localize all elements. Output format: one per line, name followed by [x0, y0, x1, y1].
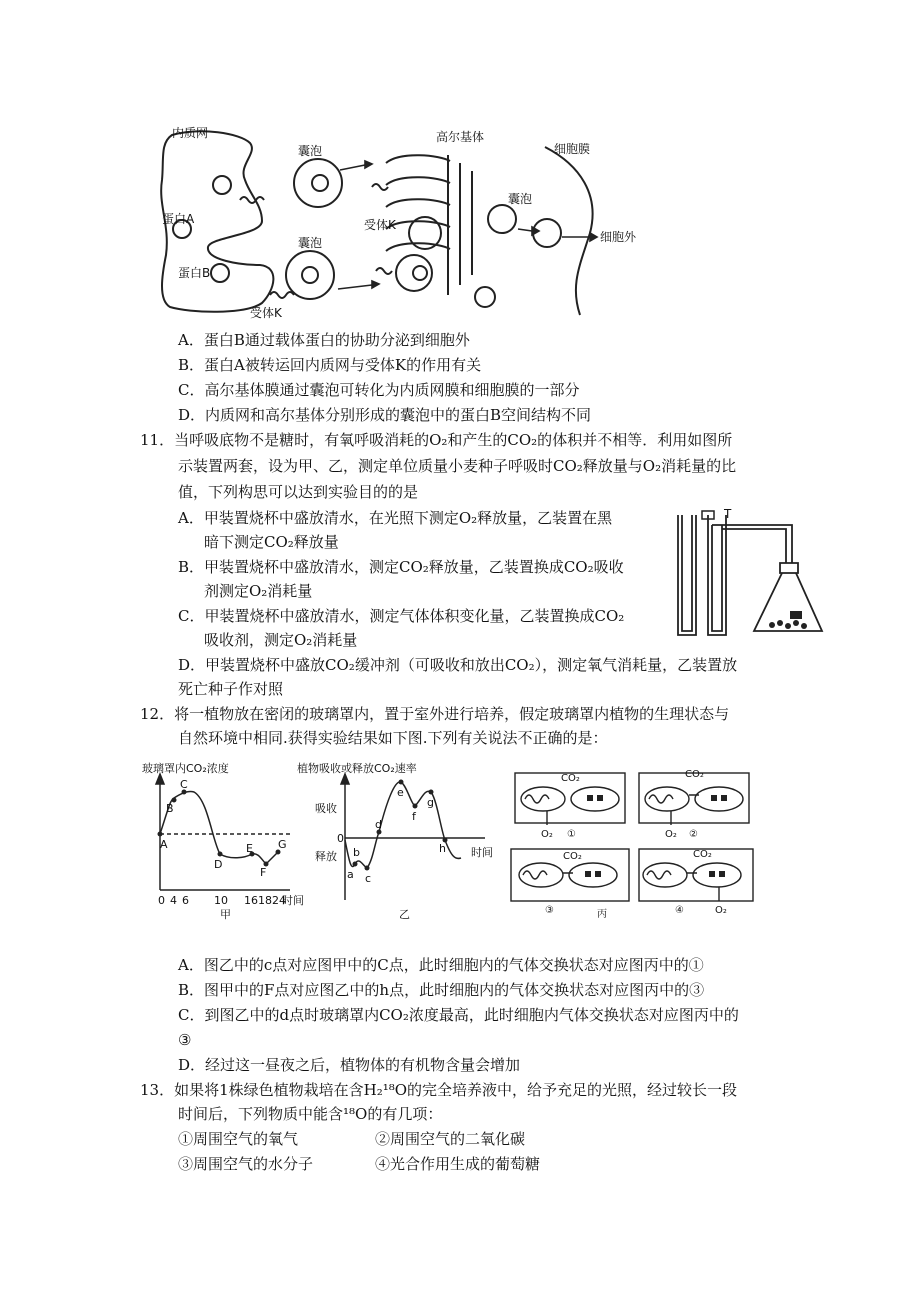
q10-option-a: A．蛋白B通过载体蛋白的协助分泌到细胞外 — [178, 331, 470, 349]
q13-item-3: ③周围空气的水分子 — [178, 1155, 314, 1173]
bing-co2-3: CO₂ — [563, 851, 582, 862]
graph-bing — [505, 765, 765, 920]
jia-point-d: D — [214, 858, 223, 871]
yi-zero: 0 — [337, 832, 344, 845]
label-vesicle-right: 囊泡 — [508, 192, 533, 206]
jia-point-c: C — [180, 778, 188, 791]
q11-option-a-cont: 暗下测定CO₂释放量 — [204, 533, 339, 551]
q11-stem-1: 11．当呼吸底物不是糖时，有氧呼吸消耗的O₂和产生的CO₂的体积并不相等．利用如图所 — [140, 431, 733, 449]
jia-caption: 甲 — [220, 908, 231, 921]
bing-co2-2: CO₂ — [685, 769, 704, 780]
yi-point-b: b — [353, 846, 360, 859]
q13-stem-1: 13．如果将1株绿色植物栽培在含H₂¹⁸O的完全培养液中，给予充足的光照，经过较长一段 — [140, 1081, 738, 1099]
q10-option-d: D．内质网和高尔基体分别形成的囊泡中的蛋白B空间结构不同 — [178, 406, 592, 424]
q11-stem-2: 示装置两套，设为甲、乙，测定单位质量小麦种子呼吸时CO₂释放量与O₂消耗量的比 — [178, 457, 737, 475]
label-protein-b: 蛋白B — [178, 266, 211, 280]
label-receptor-k-golgi: 受体K — [364, 218, 396, 232]
apparatus-label-t: T — [724, 507, 732, 521]
bing-o2-4: O₂ — [715, 905, 727, 916]
q10-option-c: C．高尔基体膜通过囊泡可转化为内质网膜和细胞膜的一部分 — [178, 381, 580, 399]
yi-point-g: g — [427, 796, 434, 809]
bing-panel-4: ④ — [675, 905, 684, 916]
jia-tick-4: 4 — [170, 894, 177, 907]
bing-co2-4: CO₂ — [693, 849, 712, 860]
bing-panel-3: ③ — [545, 905, 554, 916]
jia-point-g: G — [278, 838, 287, 851]
q11-option-a: A．甲装置烧杯中盛放清水，在光照下测定O₂释放量，乙装置在黑 — [178, 509, 613, 527]
q11-option-c-cont: 吸收剂，测定O₂消耗量 — [204, 631, 358, 649]
label-vesicle-bottom: 囊泡 — [298, 236, 323, 250]
label-vesicle-top: 囊泡 — [298, 144, 323, 158]
respiration-apparatus — [672, 505, 840, 645]
jia-point-a: A — [160, 838, 168, 851]
q12-option-d: D．经过这一昼夜之后，植物体的有机物含量会增加 — [178, 1056, 521, 1074]
bing-o2-1: O₂ — [541, 829, 553, 840]
bing-o2-2: O₂ — [665, 829, 677, 840]
jia-point-b: B — [166, 802, 174, 815]
q13-item-2: ②周围空气的二氧化碳 — [375, 1130, 526, 1148]
yi-absorb: 吸收 — [315, 802, 337, 815]
bing-caption: 丙 — [597, 909, 607, 920]
secretion-pathway-diagram — [150, 125, 670, 320]
q11-option-d: D．甲装置烧杯中盛放CO₂缓冲剂（可吸收和放出CO₂），测定氧气消耗量，乙装置放 — [178, 656, 738, 674]
q11-option-b-cont: 剂测定O₂消耗量 — [204, 582, 313, 600]
bing-co2-1: CO₂ — [561, 773, 580, 784]
jia-xlabel: 时间 — [282, 894, 304, 907]
label-receptor-k-bottom: 受体K — [250, 306, 282, 320]
q12-option-c: C．到图乙中的d点时玻璃罩内CO₂浓度最高，此时细胞内气体交换状态对应图丙中的 — [178, 1006, 739, 1024]
yi-point-f: f — [412, 810, 416, 823]
bing-panel-2: ② — [689, 829, 698, 840]
q12-option-a: A．图乙中的c点对应图甲中的C点，此时细胞内的气体交换状态对应图丙中的① — [178, 956, 704, 974]
graph-jia — [140, 760, 304, 921]
label-outside: 细胞外 — [600, 230, 637, 244]
q11-option-c: C．甲装置烧杯中盛放清水，测定气体体积变化量，乙装置换成CO₂ — [178, 607, 625, 625]
label-protein-a: 蛋白A — [162, 212, 195, 226]
label-er: 内质网 — [172, 126, 209, 140]
jia-tick-6: 6 — [182, 894, 189, 907]
jia-ylabel: 玻璃罩内CO₂浓度 — [142, 762, 229, 775]
label-golgi: 高尔基体 — [436, 130, 485, 144]
q11-option-d-cont: 死亡种子作对照 — [178, 680, 284, 698]
q12-option-b: B．图甲中的F点对应图乙中的h点，此时细胞内的气体交换状态对应图丙中的③ — [178, 981, 705, 999]
yi-ylabel: 植物吸收或释放CO₂速率 — [297, 762, 417, 775]
q11-option-b: B．甲装置烧杯中盛放清水，测定CO₂释放量，乙装置换成CO₂吸收 — [178, 558, 624, 576]
yi-point-a: a — [347, 868, 354, 881]
yi-point-e: e — [397, 786, 404, 799]
q13-item-1: ①周围空气的氧气 — [178, 1130, 299, 1148]
q11-stem-3: 值，下列构思可以达到实验目的的是 — [178, 483, 419, 501]
jia-tick-10: 10 — [214, 894, 228, 907]
jia-point-f: F — [260, 866, 267, 879]
yi-xlabel: 时间 — [471, 846, 493, 859]
q12-stem-2: 自然环境中相同.获得实验结果如下图.下列有关说法不正确的是： — [178, 729, 608, 747]
yi-point-c: c — [365, 872, 372, 885]
jia-tick-16: 16 — [244, 894, 258, 907]
yi-caption: 乙 — [399, 908, 410, 921]
q13-stem-2: 时间后，下列物质中能含¹⁸O的有几项： — [178, 1105, 443, 1123]
bing-panel-1: ① — [567, 829, 576, 840]
jia-point-e: E — [246, 842, 253, 855]
yi-point-d: d — [375, 818, 382, 831]
jia-tick-0: 0 — [158, 894, 165, 907]
label-cell-membrane: 细胞膜 — [554, 142, 591, 156]
yi-release: 释放 — [315, 850, 337, 863]
q12-stem-1: 12．将一植物放在密闭的玻璃罩内，置于室外进行培养，假定玻璃罩内植物的生理状态与 — [140, 705, 730, 723]
q13-item-4: ④光合作用生成的葡萄糖 — [375, 1155, 541, 1173]
q12-option-c-cont: ③ — [178, 1031, 192, 1049]
jia-tick-18: 18 — [258, 894, 272, 907]
yi-point-h: h — [439, 842, 446, 855]
graph-yi — [295, 760, 505, 920]
q10-option-b: B．蛋白A被转运回内质网与受体K的作用有关 — [178, 356, 482, 374]
jia-tick-24: 24 — [272, 894, 286, 907]
